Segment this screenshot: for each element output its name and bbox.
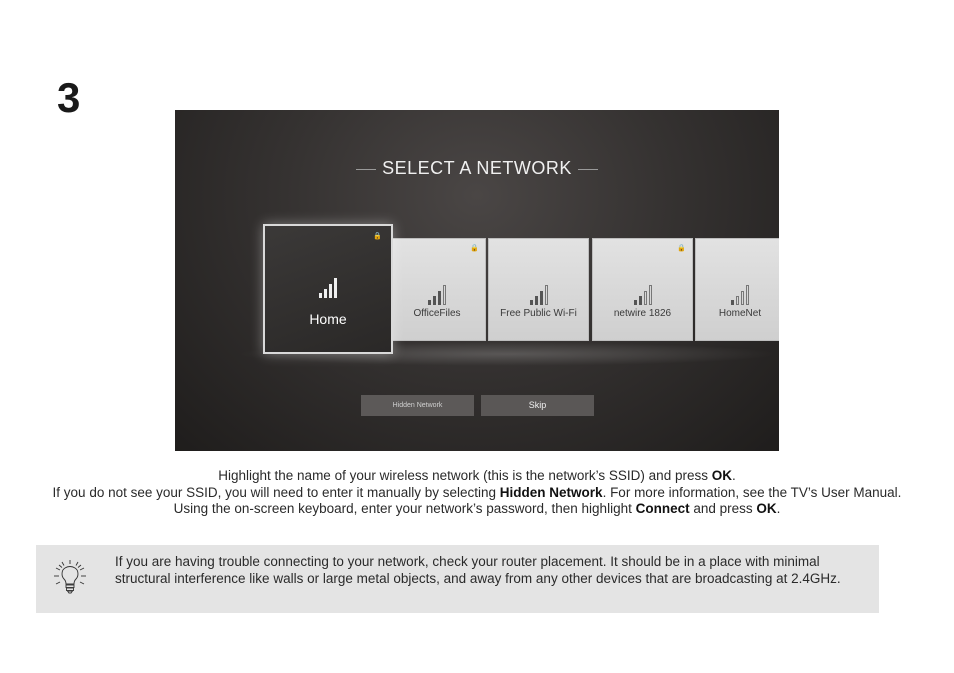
network-name: Home xyxy=(309,311,347,327)
network-name: HomeNet xyxy=(718,308,762,319)
lock-icon: 🔒 xyxy=(677,245,686,252)
network-card-free-public-wifi[interactable] xyxy=(488,238,589,341)
hidden-network-keyword: Hidden Network xyxy=(499,484,603,500)
title-dash-right xyxy=(578,169,598,170)
tip-text: If you are having trouble connecting to your network, check your router placement. It should be in a place with minimal structural interference like walls or large metal objects, and away from any other devices that are broadcasting at 2.4GHz. xyxy=(115,554,841,586)
instructions-line1-end: . xyxy=(731,468,736,483)
step-number: 3 xyxy=(57,74,81,121)
instructions-line2-post: . For more information, see the TV’s User Manual. Using the on-screen keyboard, enter your network’s password, then highlight xyxy=(173,484,902,516)
network-name: Free Public Wi-Fi xyxy=(500,308,577,319)
instructions-line2-end: . xyxy=(776,501,781,516)
signal-icon xyxy=(428,283,446,305)
title-dash-left xyxy=(356,169,376,170)
skip-button[interactable]: Skip xyxy=(481,395,594,416)
instructions-line2-mid: and press xyxy=(689,501,757,516)
screen-title xyxy=(175,158,779,179)
connect-keyword: Connect xyxy=(635,501,690,516)
instructions xyxy=(40,468,914,518)
network-name: OfficeFiles xyxy=(413,308,461,319)
signal-icon xyxy=(319,276,337,298)
network-card-netwire-1826[interactable] xyxy=(592,238,693,341)
lock-icon: 🔒 xyxy=(373,233,382,240)
ok-keyword-2: OK xyxy=(756,501,777,516)
network-name: netwire 1826 xyxy=(613,308,672,319)
lightbulb-icon xyxy=(52,557,88,601)
tv-screen xyxy=(175,110,779,451)
hidden-network-button[interactable]: Hidden Network xyxy=(361,395,474,416)
network-card-homenet[interactable] xyxy=(695,238,779,341)
ok-keyword: OK xyxy=(711,468,732,483)
screen-title-text: SELECT A NETWORK xyxy=(382,158,572,178)
network-card-officefiles[interactable] xyxy=(388,238,486,341)
signal-icon xyxy=(731,283,749,305)
network-card-home[interactable] xyxy=(263,224,393,354)
instructions-line2: If you do not see your SSID, you will need to enter it manually by selecting xyxy=(52,484,500,500)
instructions-line1: Highlight the name of your wireless network (this is the network’s SSID) and press xyxy=(218,468,712,483)
tip-box xyxy=(36,545,879,613)
signal-icon xyxy=(634,283,652,305)
lock-icon: 🔒 xyxy=(470,245,479,252)
signal-icon xyxy=(530,283,548,305)
